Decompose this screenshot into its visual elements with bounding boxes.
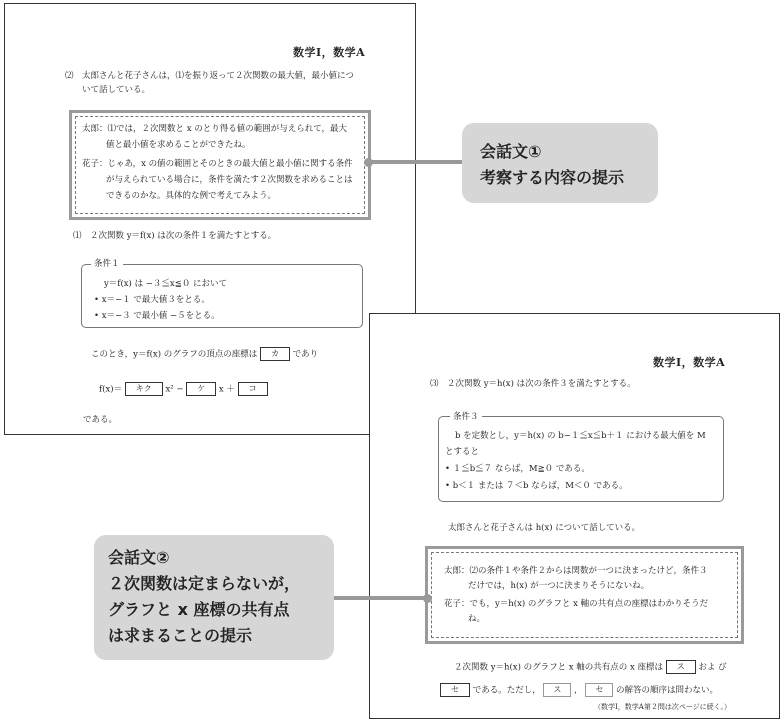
answer-line-1-post: およ び bbox=[698, 662, 727, 673]
callout-1-line-1: 会話文① bbox=[480, 142, 542, 161]
answer-line-1-pre: ２次関数 y＝h(x) のグラフと x 軸の共有点の x 座標は bbox=[454, 662, 664, 673]
callout-1-connector bbox=[366, 160, 462, 164]
dialog-hanako-line-1: 花子：じゃあ，x の値の範囲とそのときの最大値と最小値に関する条件 bbox=[82, 159, 353, 169]
condition-1-line-3: • x＝−３ で最小値 −５をとる。 bbox=[94, 311, 220, 321]
answer-box-ke[interactable]: ケ bbox=[186, 382, 216, 396]
condition-3-line-4: • b＜１ または ７＜b ならば，M＜０ である。 bbox=[445, 481, 628, 491]
dialog-taro-line-1: 太郎：⑵の条件１や条件２からは関数が一つに決まったけど，条件３ bbox=[444, 566, 708, 576]
answer-box-ka[interactable]: カ bbox=[260, 347, 290, 361]
intro-line-2: いて話している。 bbox=[82, 85, 151, 95]
dialog-box-2 bbox=[431, 552, 738, 638]
formula-x-plus: x ＋ bbox=[218, 384, 235, 395]
callout-2-line-1: 会話文② bbox=[108, 548, 170, 567]
condition-3-line-2: とすると bbox=[445, 447, 480, 457]
callout-2-connector bbox=[333, 596, 427, 600]
condition-3-line-1: b を定数とし，y＝h(x) の b−１≦x≦b＋１ における最大値を M bbox=[455, 431, 706, 441]
dialog-box-1 bbox=[75, 116, 365, 214]
callout-2-anchor-dot bbox=[423, 594, 432, 603]
formula-minus: − bbox=[176, 384, 184, 395]
dialog-hanako-line-1: 花子：でも，y＝h(x) のグラフと x 軸の共有点の座標はわかりそうだ bbox=[444, 599, 709, 609]
vertex-pre-text: このとき，y＝f(x) のグラフの頂点の座標は bbox=[91, 349, 258, 360]
question-3-text: ⑶ ２次関数 y＝h(x) は次の条件３を満たすとする。 bbox=[430, 379, 636, 389]
condition-3-title: 条件３ bbox=[450, 410, 482, 422]
answer-box-su[interactable]: ス bbox=[666, 660, 696, 674]
annotation-callout-1 bbox=[462, 123, 658, 203]
dialog-hanako-line-2: ね。 bbox=[468, 614, 486, 624]
page-footer: （数学Ⅰ，数学A第２問は次ページに続く。） bbox=[594, 703, 732, 711]
exam-page-1 bbox=[4, 3, 416, 435]
intro-line-1: ⑵ 太郎さんと花子さんは，⑴を振り返って２次関数の最大値，最小値につ bbox=[65, 71, 354, 81]
answer-line-2 bbox=[440, 683, 718, 698]
dialog-highlight-2 bbox=[425, 546, 744, 644]
callout-1-anchor-dot bbox=[364, 158, 373, 167]
condition-1-box bbox=[81, 264, 363, 328]
formula-x-squared: x² bbox=[165, 384, 174, 395]
talk-intro: 太郎さんと花子さんは h(x) について話している。 bbox=[448, 523, 641, 533]
answer-line-2-post: の解答の順序は問わない。 bbox=[616, 685, 719, 696]
vertex-sentence bbox=[91, 347, 318, 362]
exam-page-2 bbox=[369, 313, 780, 719]
question-1-text: ⑴ ２次関数 y＝f(x) は次の条件１を満たすとする。 bbox=[73, 231, 277, 241]
condition-1-title: 条件１ bbox=[91, 257, 123, 269]
vertex-post-text: であり bbox=[292, 349, 319, 360]
answer-box-ko[interactable]: コ bbox=[238, 382, 268, 396]
condition-1-line-1: y＝f(x) は −３≦x≦０ において bbox=[104, 279, 228, 289]
dialog-taro-line-1: 太郎：⑴では，２次関数と x のとり得る値の範囲が与えられて，最大 bbox=[82, 124, 348, 134]
condition-1-line-2: • x＝−１ で最大値３をとる。 bbox=[94, 295, 210, 305]
callout-2-line-3: グラフと x 座標の共有点 bbox=[108, 600, 290, 619]
answer-line-2-comma: ， bbox=[574, 685, 583, 696]
answer-ref-su: ス bbox=[543, 683, 571, 697]
formula-line bbox=[99, 382, 268, 397]
answer-ref-se: セ bbox=[585, 683, 613, 697]
annotation-callout-2 bbox=[94, 535, 334, 660]
callout-2-line-4: は求まることの提示 bbox=[108, 626, 253, 645]
dialog-hanako-line-2: が与えられている場合に，条件を満たす２次関数を求めることは bbox=[106, 175, 353, 185]
page-header: 数学Ⅰ，数学A bbox=[293, 46, 366, 59]
condition-3-box bbox=[438, 416, 724, 502]
dialog-hanako-line-3: できるのかな。具体的な例で考えてみよう。 bbox=[106, 191, 277, 201]
page-header: 数学Ⅰ，数学A bbox=[653, 356, 726, 369]
answer-line-1 bbox=[454, 660, 727, 675]
dialog-taro-line-2: 値と最小値を求めることができたね。 bbox=[106, 140, 251, 150]
dialog-highlight-1 bbox=[69, 110, 371, 220]
answer-box-kiku[interactable]: キク bbox=[125, 382, 163, 396]
formula-lhs: f(x)＝ bbox=[99, 384, 123, 395]
condition-3-line-3: • １≦b≦７ ならば，M≧０ である。 bbox=[445, 464, 590, 474]
dialog-taro-line-2: だけでは，h(x) が一つに決まりそうにないね。 bbox=[468, 581, 650, 591]
closing-text: である。 bbox=[83, 415, 118, 425]
answer-box-se[interactable]: セ bbox=[440, 683, 470, 697]
answer-line-2-mid: である。ただし， bbox=[472, 685, 541, 696]
callout-2-line-2: ２次関数は定まらないが， bbox=[108, 574, 301, 593]
callout-1-line-2: 考察する内容の提示 bbox=[480, 168, 625, 187]
